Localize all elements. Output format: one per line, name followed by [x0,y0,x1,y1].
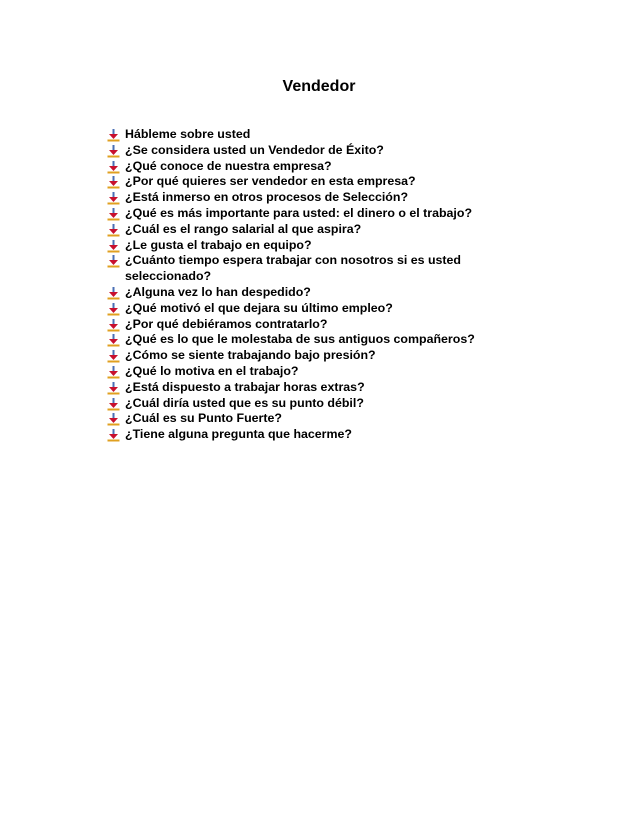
question-text: ¿Tiene alguna pregunta que hacerme? [125,427,352,442]
question-text: ¿Cuál es el rango salarial al que aspira? [125,221,362,236]
list-item [106,127,506,143]
list-item [106,143,506,159]
question-text: ¿Por qué debiéramos contratarlo? [125,316,328,331]
arrow-down-to-line-bullet-icon [107,350,120,363]
arrow-down-to-line-bullet-icon [107,429,120,442]
arrow-down-to-line-bullet-icon [107,161,120,174]
question-text: ¿Está inmerso en otros procesos de Selección? [125,190,409,205]
arrow-down-to-line-bullet-icon [107,366,120,379]
arrow-down-to-line-bullet-icon [107,192,120,205]
question-text: Hábleme sobre usted [125,127,251,141]
list-item [106,380,506,396]
list-item [106,396,506,412]
arrow-down-to-line-bullet-icon [107,240,120,253]
question-text: ¿Cómo se siente trabajando bajo presión? [125,348,376,363]
question-text: ¿Qué motivó el que dejara su último empleo? [125,300,393,315]
list-item [106,411,506,427]
list-item [106,174,506,190]
list-item [106,159,506,175]
arrow-down-to-line-bullet-icon [107,334,120,347]
list-item [106,364,506,380]
arrow-down-to-line-bullet-icon [107,255,120,268]
list-item [106,427,506,443]
question-text: ¿Qué es lo que le molestaba de sus antiguos compañeros? [125,332,475,347]
question-text: ¿Le gusta el trabajo en equipo? [125,237,312,252]
arrow-down-to-line-bullet-icon [107,382,120,395]
arrow-down-to-line-bullet-icon [107,287,120,300]
list-item [106,317,506,333]
question-text: ¿Cuál es su Punto Fuerte? [125,411,282,426]
arrow-down-to-line-bullet-icon [107,303,120,316]
question-list [106,127,506,443]
arrow-down-to-line-bullet-icon [107,319,120,332]
question-text: ¿Qué conoce de nuestra empresa? [125,158,332,173]
list-item [106,348,506,364]
question-text: ¿Qué es más importante para usted: el dinero o el trabajo? [125,205,473,220]
question-text: ¿Se considera usted un Vendedor de Éxito? [125,142,384,157]
arrow-down-to-line-bullet-icon [107,145,120,158]
question-text: ¿Está dispuesto a trabajar horas extras? [125,379,365,394]
question-text: ¿Por qué quieres ser vendedor en esta empresa? [125,174,416,189]
arrow-down-to-line-bullet-icon [107,224,120,237]
list-item [106,332,506,348]
page-title: Vendedor [282,78,356,95]
list-item [106,301,506,317]
list-item [106,222,506,238]
list-item [106,238,506,254]
question-text: ¿Qué lo motiva en el trabajo? [125,363,299,378]
question-text: ¿Cuál diría usted que es su punto débil? [125,395,364,410]
arrow-down-to-line-bullet-icon [107,176,120,189]
arrow-down-to-line-bullet-icon [107,398,120,411]
arrow-down-to-line-bullet-icon [107,129,120,142]
arrow-down-to-line-bullet-icon [107,413,120,426]
list-item [106,285,506,301]
list-item [106,190,506,206]
question-text: ¿Cuánto tiempo espera trabajar con nosotros si es usted seleccionado? [125,253,461,284]
list-item [106,206,506,222]
arrow-down-to-line-bullet-icon [107,208,120,221]
question-text: ¿Alguna vez lo han despedido? [125,284,311,299]
list-item [106,253,506,285]
